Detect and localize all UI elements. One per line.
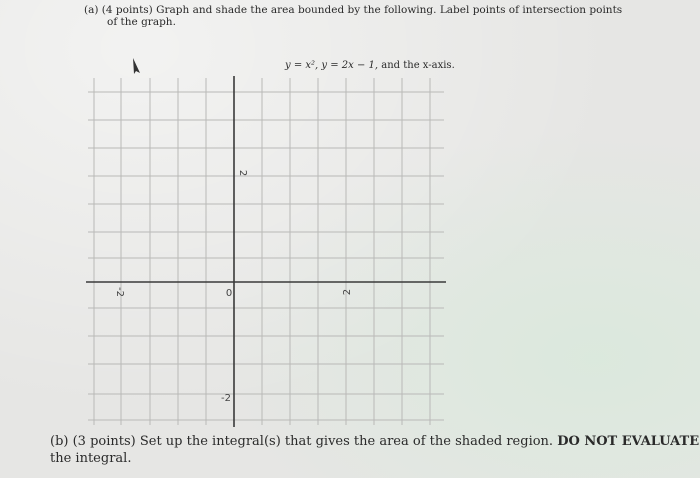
part-a-line-2: of the graph. (107, 16, 176, 28)
equation-parabola: y = x², (285, 60, 322, 71)
part-b-line-2: the integral. (50, 451, 132, 466)
arrow-icon (133, 58, 140, 74)
tick-label-y-pos2: 2 (237, 169, 248, 177)
part-a-line-1: (a) (4 points) Graph and shade the area bounded by the following. Label points of intersection points (84, 4, 623, 16)
part-b-question (50, 433, 700, 467)
tick-label-y-neg2: -2 (221, 393, 231, 404)
part-b-emphasis: DO NOT EVALUATE (557, 434, 700, 449)
tick-label-origin: 0 (225, 288, 233, 299)
grid-lines (88, 78, 444, 425)
equation-line: y = 2x − 1, (321, 60, 382, 71)
equation-tail: and the x-axis. (381, 60, 455, 71)
part-b-text: (b) (3 points) Set up the integral(s) that gives the area of the shaded region. (50, 434, 558, 449)
tick-label-x-neg2: -2 (114, 287, 125, 297)
tick-label-x-pos2: 2 (342, 288, 353, 296)
